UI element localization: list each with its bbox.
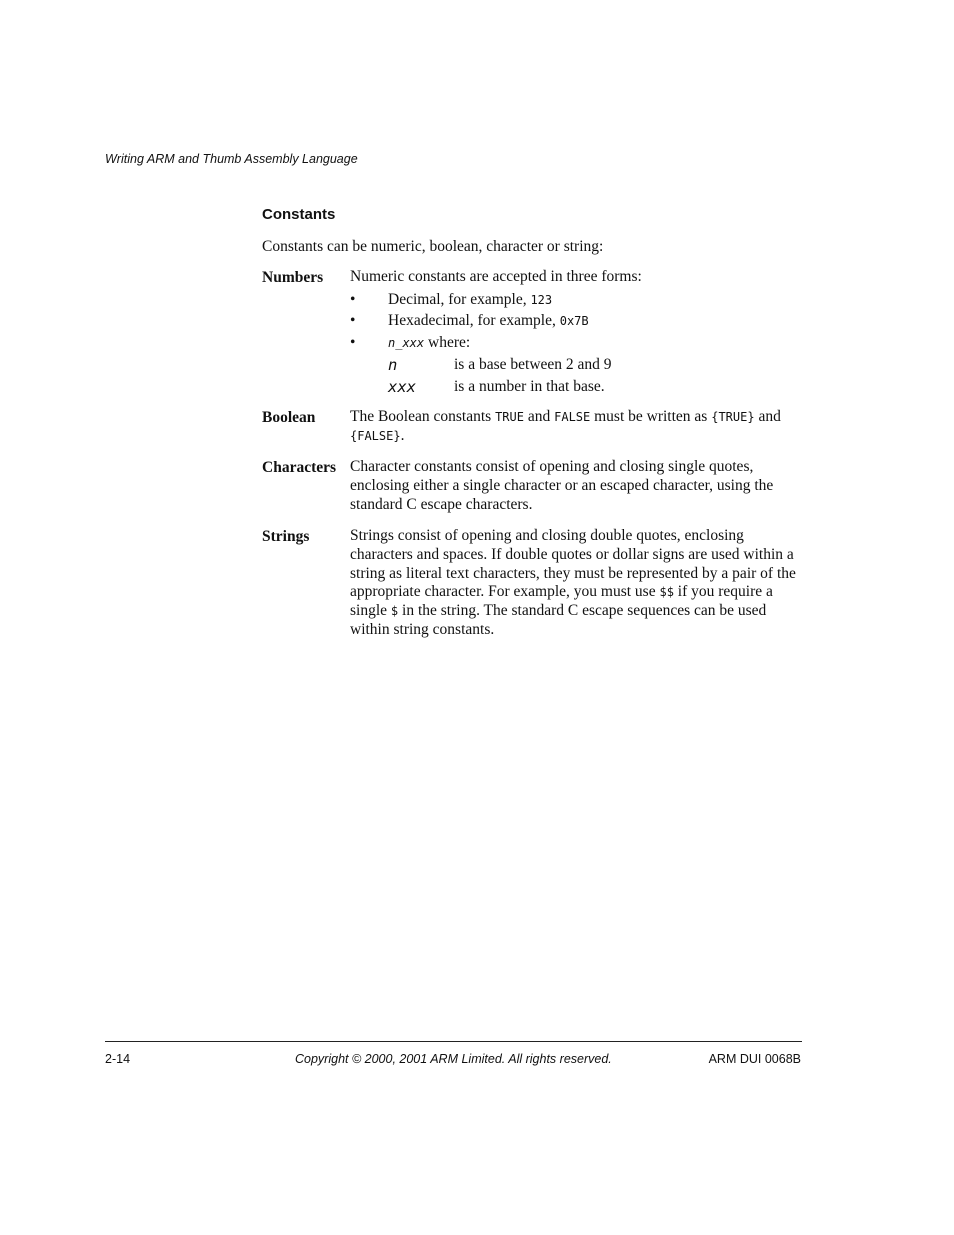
- nxxx-code: n_xxx: [388, 336, 425, 350]
- code-false: FALSE: [554, 410, 591, 424]
- bullet-n-xxx: [388, 333, 470, 353]
- bullet-decimal: [388, 290, 552, 310]
- document-id: ARM DUI 0068B: [708, 1052, 801, 1066]
- bullet-marker: •: [350, 291, 356, 308]
- hex-text: Hexadecimal, for example,: [388, 312, 560, 329]
- strings-description: [350, 527, 802, 640]
- copyright-notice: Copyright © 2000, 2001 ARM Limited. All rights reserved.: [295, 1052, 612, 1066]
- numbers-lead: Numeric constants are accepted in three forms:: [350, 268, 642, 285]
- term-boolean: Boolean: [262, 409, 316, 426]
- bullet-marker: •: [350, 312, 356, 329]
- decimal-code: 123: [530, 293, 553, 307]
- n-description: is a base between 2 and 9: [454, 356, 612, 373]
- section-intro: Constants can be numeric, boolean, character or string:: [262, 238, 604, 255]
- hex-code: 0x7B: [559, 314, 589, 328]
- n-term: n: [388, 356, 398, 374]
- term-strings: Strings: [262, 528, 310, 545]
- boolean-description: [350, 408, 802, 446]
- running-header: Writing ARM and Thumb Assembly Language: [105, 152, 358, 166]
- strings-text-1: Strings consist of opening and closing double quotes, enclosing characters and spaces. If double quotes or dollar signs are used within a string as literal text characters, they must be represented by a pair of the appropriate character. For example, you must use: [350, 527, 796, 601]
- code-true-braced: {TRUE}: [711, 410, 755, 424]
- bullet-hexadecimal: [388, 311, 589, 331]
- boolean-text-1: The Boolean constants: [350, 408, 496, 425]
- term-numbers: Numbers: [262, 269, 324, 286]
- term-characters: Characters: [262, 459, 337, 476]
- boolean-text-5: .: [400, 426, 405, 444]
- characters-description: Character constants consist of opening and closing single quotes, enclosing either a single character or an escaped character, using the standard C escape characters.: [350, 458, 774, 513]
- strings-text-3: in the string. The standard C escape sequences can be used within string constants.: [350, 602, 767, 638]
- code-double-dollar: $$: [659, 585, 674, 600]
- nxxx-text: where:: [424, 334, 471, 351]
- code-true: TRUE: [495, 410, 524, 424]
- xxx-description: is a number in that base.: [454, 378, 605, 395]
- page-number: 2-14: [105, 1052, 131, 1066]
- code-false-braced: {FALSE}: [350, 428, 401, 443]
- boolean-text-3: must be written as: [590, 408, 712, 425]
- section-title: Constants: [262, 206, 336, 223]
- xxx-term: xxx: [388, 378, 416, 396]
- boolean-text-2: and: [523, 408, 555, 425]
- code-dollar: $: [390, 604, 399, 619]
- footer-rule: [105, 1041, 802, 1042]
- strings-text-2: if you require a single: [350, 583, 773, 620]
- decimal-text: Decimal, for example,: [388, 291, 531, 308]
- boolean-text-4: and: [754, 408, 781, 425]
- bullet-marker: •: [350, 334, 356, 351]
